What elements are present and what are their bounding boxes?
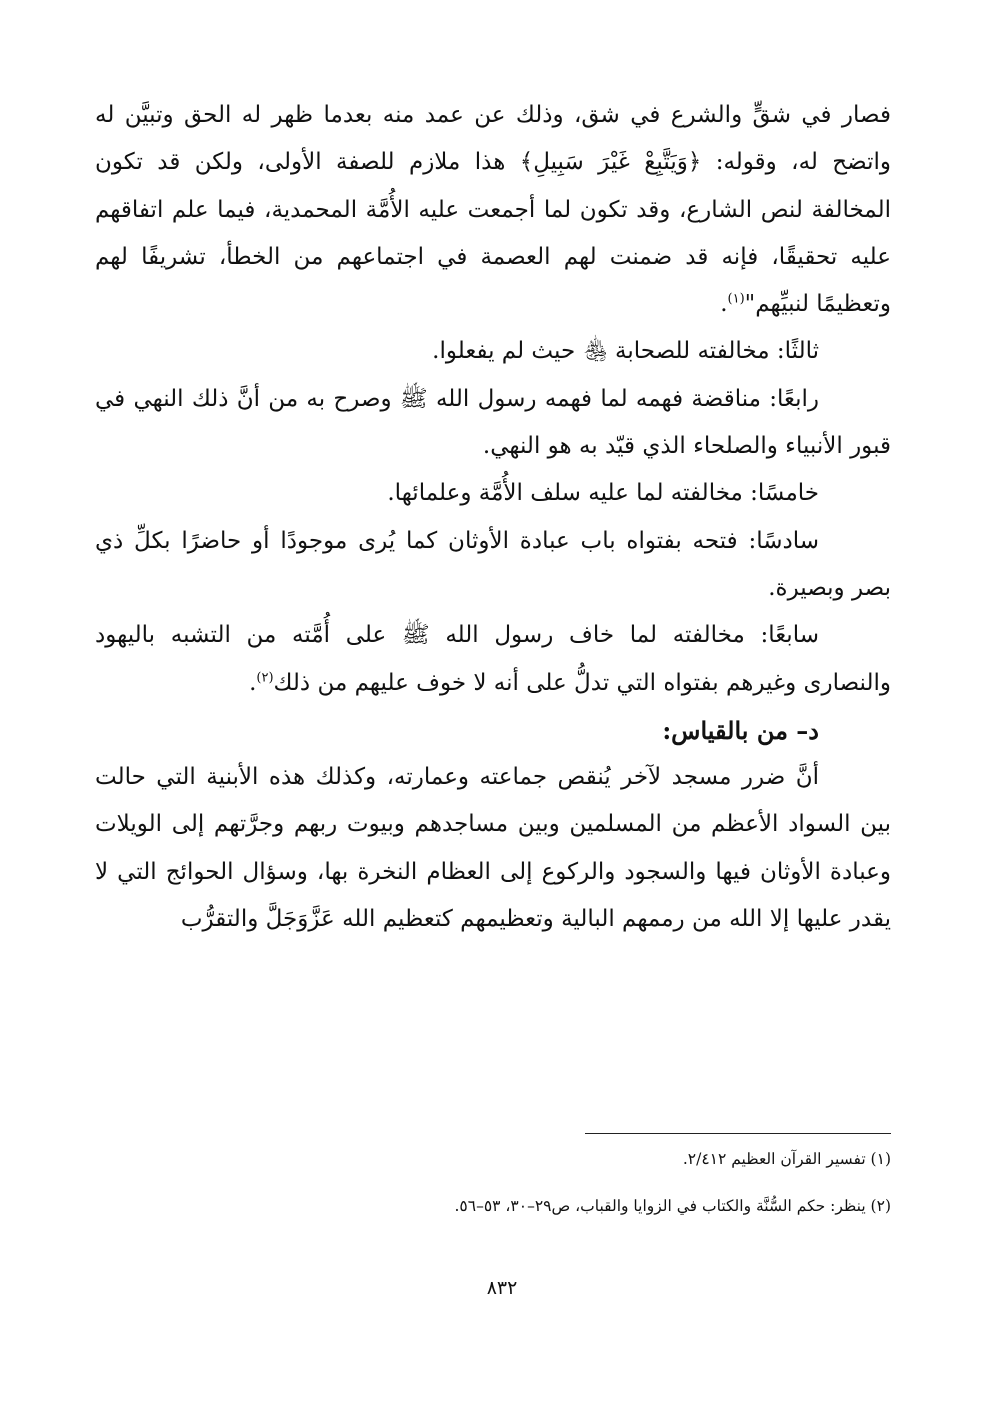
paragraph-6-text: سابعًا: مخالفته لما خاف رسول الله ﷺ على أُمَّته من التشبه باليهود والنصارى وغيرهم بفتواه التي تدلُّ على أنه لا خوف عليهم من ذلك bbox=[95, 622, 891, 696]
footnote-1: (١) تفسير القرآن العظيم ٢/٤١٢. bbox=[682, 1150, 891, 1168]
footnote-separator bbox=[585, 1133, 891, 1134]
footnotes bbox=[95, 1147, 891, 1241]
paragraph-6 bbox=[95, 612, 891, 707]
paragraph-3: رابعًا: مناقضة فهمه لما فهمه رسول الله ﷺ وصرح به من أنَّ ذلك النهي في قبور الأنبياء والصلحاء الذي قيّد به هو النهي. bbox=[95, 385, 891, 460]
paragraph-2: ثالثًا: مخالفته للصحابة ﵃ حيث لم يفعلوا. bbox=[432, 338, 819, 365]
footnote-ref-1: (١) bbox=[727, 291, 745, 307]
main-text bbox=[95, 92, 891, 943]
section-heading: د– من بالقياس: bbox=[662, 715, 819, 745]
paragraph-7: أنَّ ضرر مسجد لآخر يُنقص جماعته وعمارته، وكذلك هذه الأبنية التي حالت بين السواد الأعظم من المسلمين وبين مساجدهم وبيوت ربهم وجرَّتهم إلى الويلات وعبادة الأوثان فيها والسجود والركوع إلى العظام النخرة بها، وسؤال الحوائج التي لا يقدر عليها إلا الله من رممهم البالية وتعظيمهم كتعظيم الله عَزَّوَجَلَّ والتقرُّب bbox=[95, 764, 891, 933]
paragraph-1-end: . bbox=[720, 291, 728, 318]
paragraph-5: سادسًا: فتحه بفتواه باب عبادة الأوثان كما يُرى موجودًا أو حاضرًا بكلِّ ذي بصر وبصيرة. bbox=[95, 527, 891, 601]
footnote-ref-2: (٢) bbox=[256, 669, 274, 685]
paragraph-1-text: فصار في شقٍّ والشرع في شق، وذلك عن عمد منه بعدما ظهر له الحق وتبيَّن له واتضح له، وقوله: ﴿وَيَتَّبِعْ غَيْرَ سَبِيلِ﴾ هذا ملازم للصفة الأولى، ولكن قد تكون المخالفة لنص الشارع، وقد تكون لما أجمعت عليه الأُمَّة المحمدية، فيما علم اتفاقهم عليه تحقيقًا، فإنه قد ضمنت لهم العصمة في اجتماعهم من الخطأ، تشريفًا لهم وتعظيمًا لنبيِّهم" bbox=[95, 102, 891, 318]
paragraph-4: خامسًا: مخالفته لما عليه سلف الأُمَّة وعلمائها. bbox=[387, 480, 819, 507]
paragraph-1 bbox=[95, 92, 891, 328]
footnote-2: (٢) ينظر: حكم السُّنَّة والكتاب في الزوايا والقباب، ص٢٩–٣٠، ٥٣–٥٦. bbox=[454, 1197, 891, 1215]
paragraph-6-end: . bbox=[249, 669, 257, 696]
page-number: ٨٣٢ bbox=[486, 1277, 518, 1299]
